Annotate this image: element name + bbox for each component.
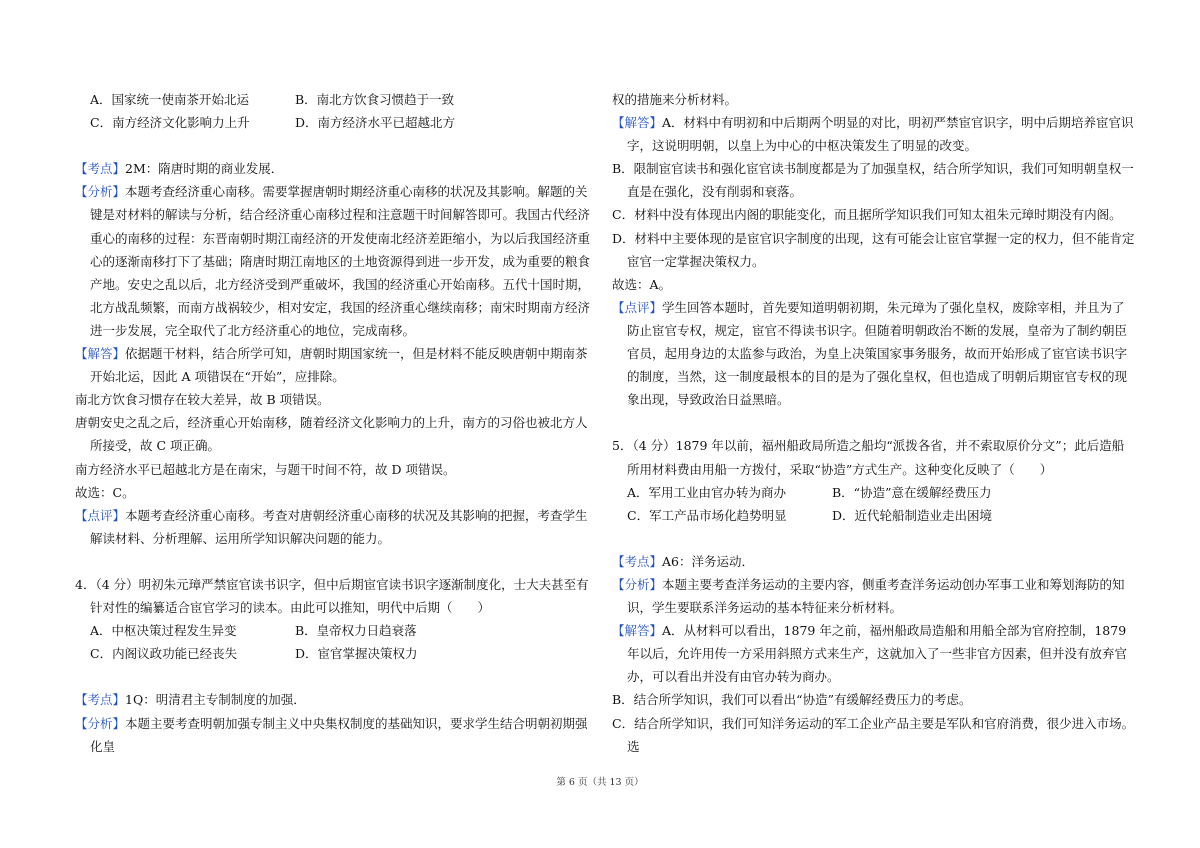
q4-jieda bbox=[612, 111, 1136, 157]
dianping-tag: 【点评】 bbox=[75, 507, 126, 523]
q3-option-c: C．南方经济文化影响力上升 bbox=[90, 115, 250, 131]
q3-options-row-2 bbox=[75, 111, 595, 134]
kaodian-tag: 【考点】 bbox=[75, 161, 126, 177]
dianping-tag: 【点评】 bbox=[612, 299, 663, 315]
q5-analysis-c: C．结合所学知识，我们可知洋务运动的军工企业产品主要是军队和官府消费，很少进入市场。选 bbox=[612, 715, 1135, 754]
jieda-tag: 【解答】 bbox=[612, 623, 663, 639]
q5-option-c: C．军工产品市场化趋势明显 bbox=[627, 507, 787, 523]
jieda-tag: 【解答】 bbox=[75, 346, 126, 362]
q3-analysis-c: 唐朝安史之乱之后，经济重心开始南移，随着经济文化影响力的上升，南方的习俗也被北方人所接受，故 C 项正确。 bbox=[75, 415, 588, 454]
q5-jieda-text: A．从材料可以看出，1879 年之前，福州船政局造船和用船全部为官府控制，1879 年以后，允许用传一方采用斜照方式来生产，这就加入了一些非官方因素，但并没有放弃官办，可以看出并没有由官办转为商办。 bbox=[627, 623, 1128, 685]
q3-answer: 故选：C。 bbox=[75, 484, 135, 500]
q5-option-d: D．近代轮船制造业走出困境 bbox=[832, 507, 993, 523]
jieda-tag: 【解答】 bbox=[612, 115, 663, 131]
q4-option-c: C．内阁议政功能已经丧失 bbox=[90, 646, 238, 662]
q4-options-row-1 bbox=[75, 619, 595, 642]
q4-fenxi-text: 本题主要考查明朝加强专制主义中央集权制度的基础知识，要求学生结合明朝初期强化皇 bbox=[90, 715, 588, 754]
q3-analysis-d: 南方经济水平已超越北方是在南宋，与题干时间不符，故 D 项错误。 bbox=[75, 461, 456, 477]
q4-dianping bbox=[612, 296, 1136, 411]
q5-analysis-b: B．结合所学知识，我们可以看出“协造”有缓解经费压力的考虑。 bbox=[612, 692, 972, 708]
q4-options-row-2 bbox=[75, 642, 595, 665]
kaodian-tag: 【考点】 bbox=[75, 692, 126, 708]
q5-fenxi bbox=[612, 573, 1136, 619]
q4-jieda-text: A．材料中有明初和中后期两个明显的对比，明初严禁宦官识字，明中后期培养宦官识字，这说明明朝，以皇上为中心的中枢决策发生了明显的改变。 bbox=[627, 115, 1134, 154]
q4-kaodian bbox=[75, 688, 595, 711]
q3-jieda bbox=[75, 342, 595, 388]
q5-fenxi-text: 本题主要考查洋务运动的主要内容，侧重考查洋务运动创办军事工业和筹划海防的知识，学生要联系洋务运动的基本特征来分析材料。 bbox=[627, 576, 1125, 616]
q3-options-row-1 bbox=[75, 88, 595, 111]
q5-option-b: B．“协造”意在缓解经费压力 bbox=[832, 484, 992, 500]
q5-kaodian bbox=[612, 550, 1136, 573]
q3-fenxi bbox=[75, 180, 595, 342]
q4-option-a: A．中枢决策过程发生异变 bbox=[90, 623, 237, 639]
q3-jieda-text: 依据题干材料，结合所学可知，唐朝时期国家统一，但是材料不能反映唐朝中期南茶开始北运，因此 A 项错误在“开始”，应排除。 bbox=[90, 346, 588, 385]
q5-options-row-2 bbox=[612, 504, 1136, 527]
q4-stem: 4．（4 分）明初朱元璋严禁宦官读书识字，但中后期宦官读书识字逐渐制度化，士大夫甚至有针对性的编纂适合宦官学习的读本。由此可以推知，明代中后期（ ） bbox=[75, 576, 589, 616]
q4-dianping-text: 学生回答本题时，首先要知道明朝初期，朱元璋为了强化皇权，废除宰相，并且为了防止宦官专权，规定，宦官不得读书识字。但随着明朝政治不断的发展，皇帝为了制约朝臣官员，起用身边的太监参与政治，为皇上决策国家事务服务，故而开始形成了宦官读书识字的制度，当然，这一制度最根本的目的是为了强化皇权，但也造成了明朝后期宦官专权的现象出现，导致政治日益黑暗。 bbox=[627, 299, 1128, 408]
q3-analysis-b: 南北方饮食习惯存在较大差异，故 B 项错误。 bbox=[75, 392, 330, 408]
q3-kaodian bbox=[75, 157, 595, 180]
q3-option-d: D．南方经济水平已超越北方 bbox=[295, 115, 456, 131]
page-footer: 第 6 页（共 13 页） bbox=[556, 777, 644, 788]
fenxi-tag: 【分析】 bbox=[612, 576, 663, 592]
q4-analysis-d: D．材料中主要体现的是宦官识字制度的出现，这有可能会让宦官掌握一定的权力，但不能肯定宦官一定掌握决策权力。 bbox=[612, 230, 1135, 269]
left-column bbox=[75, 88, 595, 758]
q5-kaodian-text: A6：洋务运动． bbox=[662, 553, 754, 569]
q3-dianping-text: 本题考查经济重心南移。考查对唐朝经济重心南移的状况及其影响的把握，考查学生解读材料、分析理解、运用所学知识解决问题的能力。 bbox=[90, 507, 588, 546]
q4-fenxi-continued bbox=[612, 88, 1136, 111]
kaodian-tag: 【考点】 bbox=[612, 553, 663, 569]
q3-kaodian-text: 2M：隋唐时期的商业发展． bbox=[125, 161, 284, 177]
q4-fenxi-cont-text: 权的措施来分析材料。 bbox=[612, 92, 738, 107]
q5-stem: 5．（4 分）1879 年以前，福州船政局所造之船均“派拨各省，并不索取原价分文”；此后造船所用材料费由用船一方拨付，采取“协造”方式生产。这种变化反映了（ ） bbox=[612, 438, 1125, 477]
q4-fenxi bbox=[75, 712, 595, 758]
q3-dianping bbox=[75, 504, 595, 550]
q4-kaodian-text: 1Q：明清君主专制制度的加强． bbox=[125, 692, 306, 708]
q5-jieda bbox=[612, 619, 1136, 688]
q3-option-a: A．国家统一使南茶开始北运 bbox=[90, 92, 250, 107]
q4-answer: 故选：A。 bbox=[612, 276, 672, 292]
q4-analysis-c: C．材料中没有体现出内阁的职能变化，而且据所学知识我们可知太祖朱元璋时期没有内阁。 bbox=[612, 207, 1122, 223]
fenxi-tag: 【分析】 bbox=[75, 184, 126, 200]
q4-option-b: B．皇帝权力日趋衰落 bbox=[295, 623, 417, 639]
q3-fenxi-text: 本题考查经济重心南移。需要掌握唐朝时期经济重心南移的状况及其影响。解题的关键是对材料的解读与分析，结合经济重心南移过程和注意题干时间解答即可。我国古代经济重心的南移的过程：东晋南朝时期江南经济的开发使南北经济差距缩小，为以后我国经济重心的逐渐南移打下了基础；隋唐时期江南地区的土地资源得到进一步开发，成为重要的粮食产地。安史之乱以后，北方经济受到严重破坏，我国的经济重心开始南移。五代十国时期，北方战乱频繁，而南方战祸较少，相对安定，我国的经济重心继续南移；南宋时期南方经济进一步发展，完全取代了北方经济重心的地位，完成南移。 bbox=[90, 184, 591, 338]
fenxi-tag: 【分析】 bbox=[75, 715, 126, 731]
q5-option-a: A．军用工业由官办转为商办 bbox=[627, 484, 787, 500]
q3-option-b: B．南北方饮食习惯趋于一致 bbox=[295, 92, 455, 107]
q4-analysis-b: B．限制宦官读书和强化宦官读书制度都是为了加强皇权，结合所学知识，我们可知明朝皇权一直是在强化，没有削弱和衰落。 bbox=[612, 161, 1134, 200]
q4-option-d: D．宦官掌握决策权力 bbox=[295, 646, 418, 662]
q5-options-row-1 bbox=[612, 481, 1136, 504]
right-column bbox=[612, 88, 1136, 758]
